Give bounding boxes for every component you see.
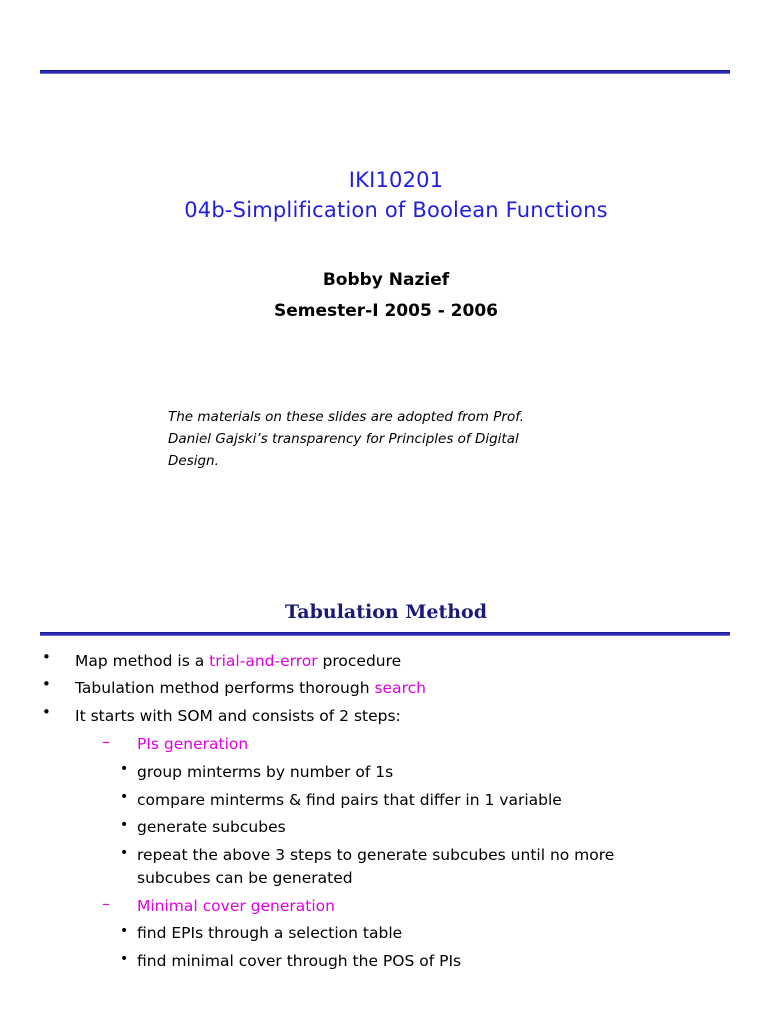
bullet-text: Tabulation method performs thorough bbox=[75, 679, 375, 697]
sub-item-compare-minterms: compare minterms & find pairs that differ in 1 variable bbox=[137, 791, 562, 809]
dash-marker: – bbox=[102, 732, 110, 751]
section-heading: Tabulation Method bbox=[284, 601, 488, 623]
semester-label: Semester-I 2005 - 2006 bbox=[274, 301, 498, 321]
credit-line-2: Daniel Gajski’s transparency for Principles of Digital bbox=[168, 431, 519, 447]
sub-bullet-marker: • bbox=[120, 761, 129, 777]
lecture-topic-title: 04b-Simplification of Boolean Functions bbox=[184, 198, 608, 222]
bullet-text: It starts with SOM and consists of 2 steps: bbox=[75, 707, 401, 725]
credit-line-3: Design. bbox=[168, 453, 219, 469]
bullet-text: procedure bbox=[317, 652, 402, 670]
sub-bullet-marker: • bbox=[120, 923, 129, 939]
sub-item-find-epis: find EPIs through a selection table bbox=[137, 924, 403, 942]
sub-bullet-marker: • bbox=[120, 951, 129, 967]
sub-item-find-minimal-cover: find minimal cover through the POS of PIs bbox=[137, 952, 462, 970]
dash-marker: – bbox=[102, 894, 110, 913]
bullet-marker: • bbox=[42, 648, 51, 666]
bullet-starts-with-som bbox=[75, 705, 401, 727]
credit-line-1: The materials on these slides are adopted from Prof. bbox=[168, 409, 525, 425]
highlight-search: search bbox=[374, 679, 426, 697]
author-name: Bobby Nazief bbox=[322, 270, 450, 290]
highlight-trial-and-error: trial-and-error bbox=[209, 652, 318, 670]
bullet-marker: • bbox=[42, 675, 51, 693]
bullet-text: Map method is a bbox=[75, 652, 210, 670]
bullet-map-method bbox=[75, 650, 401, 672]
step-pis-generation: PIs generation bbox=[137, 735, 249, 753]
sub-item-repeat-steps-continued: subcubes can be generated bbox=[137, 869, 353, 887]
top-divider-rule bbox=[40, 70, 730, 74]
sub-bullet-marker: • bbox=[120, 845, 129, 861]
step-minimal-cover-generation: Minimal cover generation bbox=[137, 897, 335, 915]
sub-item-group-minterms: group minterms by number of 1s bbox=[137, 763, 394, 781]
sub-item-generate-subcubes: generate subcubes bbox=[137, 818, 286, 836]
bullet-marker: • bbox=[42, 703, 51, 721]
bullet-tabulation-method bbox=[75, 677, 426, 699]
sub-bullet-marker: • bbox=[120, 817, 129, 833]
sub-bullet-marker: • bbox=[120, 789, 129, 805]
sub-item-repeat-steps: repeat the above 3 steps to generate subcubes until no more bbox=[137, 846, 615, 864]
course-code-title: IKI10201 bbox=[348, 168, 444, 192]
credit-note bbox=[168, 406, 628, 472]
section-divider-rule bbox=[40, 632, 730, 636]
